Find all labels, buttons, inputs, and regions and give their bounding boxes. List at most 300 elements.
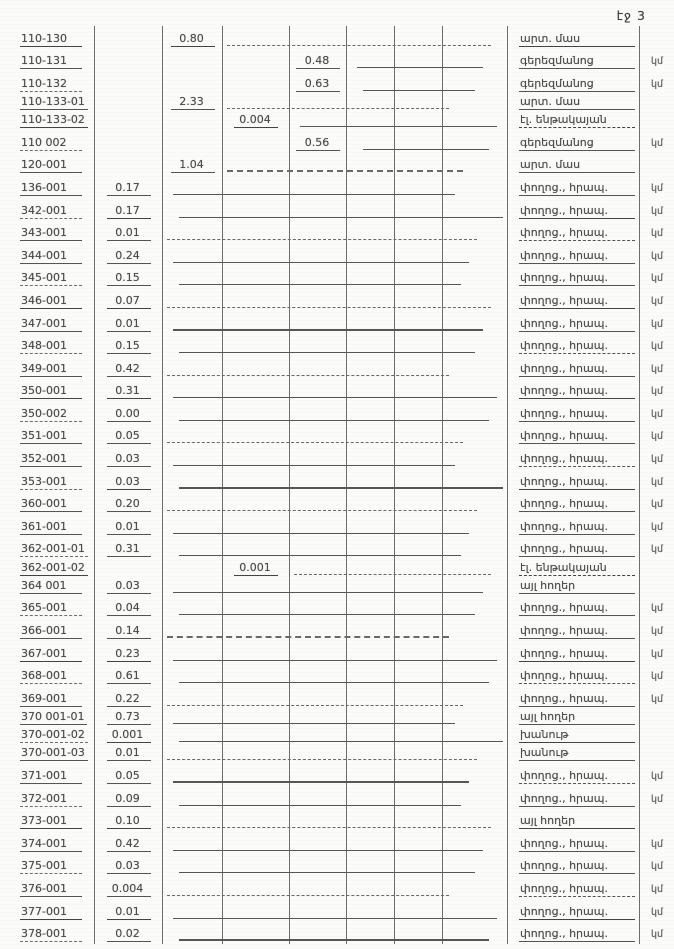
scan-baseline-line <box>363 90 475 91</box>
land-use-description: փողոց., հրապ. <box>519 384 635 399</box>
row-value: 0.17 <box>107 181 151 196</box>
scan-baseline-line <box>357 67 483 68</box>
land-use-description: փողոց., հրապ. <box>519 882 635 897</box>
value-cell-3 <box>223 578 290 596</box>
empty-cell <box>443 559 508 577</box>
unit-cell <box>640 424 674 447</box>
description-cell <box>508 922 640 945</box>
unit-label: կմ <box>650 521 664 533</box>
row-code: 110-130 <box>20 32 82 47</box>
scan-baseline-line <box>167 442 463 443</box>
code-cell <box>0 266 95 289</box>
land-use-description: փողոց., հրապ. <box>519 927 635 942</box>
row-value: 0.17 <box>107 204 151 219</box>
unit-cell <box>640 446 674 469</box>
description-cell <box>508 266 640 289</box>
land-use-description: փողոց., հրապ. <box>519 226 635 241</box>
land-use-description: գերեզմանոց <box>519 77 635 92</box>
unit-cell <box>640 809 674 832</box>
table-row <box>0 709 674 727</box>
unit-label: կմ <box>650 250 664 262</box>
value-cell-4 <box>290 49 347 72</box>
unit-label: կմ <box>650 78 664 90</box>
empty-cell <box>443 876 508 899</box>
value-cell-2 <box>163 727 223 745</box>
value-cell-1 <box>95 221 163 244</box>
description-cell <box>508 469 640 492</box>
scan-baseline-line <box>179 614 475 615</box>
description-cell <box>508 537 640 560</box>
land-use-description: այլ հողեր <box>519 710 635 725</box>
scan-baseline-line <box>167 510 477 511</box>
row-value: 0.00 <box>107 407 151 422</box>
land-use-description: փողոց., հրապ. <box>519 204 635 219</box>
unit-cell <box>640 492 674 515</box>
unit-cell <box>640 709 674 727</box>
land-use-description: փողոց., հրապ. <box>519 859 635 874</box>
value-cell-4 <box>290 94 347 112</box>
unit-cell <box>640 266 674 289</box>
code-cell <box>0 446 95 469</box>
unit-cell <box>640 559 674 577</box>
unit-cell <box>640 288 674 311</box>
row-value: 0.03 <box>107 579 151 594</box>
row-code: 372-001 <box>20 792 82 807</box>
empty-cell <box>443 709 508 727</box>
code-cell <box>0 492 95 515</box>
row-code: 110-133-02 <box>20 113 88 128</box>
code-cell <box>0 288 95 311</box>
row-value: 0.01 <box>107 520 151 535</box>
description-cell <box>508 578 640 596</box>
row-code: 362-001-01 <box>20 542 88 557</box>
unit-cell <box>640 618 674 641</box>
value-cell-1 <box>95 94 163 112</box>
table-row <box>0 809 674 832</box>
table-row <box>0 424 674 447</box>
value-cell-1 <box>95 401 163 424</box>
description-cell <box>508 854 640 877</box>
table-row <box>0 221 674 244</box>
unit-label: կմ <box>650 228 664 240</box>
unit-label: կմ <box>650 929 664 941</box>
row-code: 110-131 <box>20 54 82 69</box>
row-code: 349-001 <box>20 362 82 377</box>
scan-baseline-line <box>179 284 461 285</box>
unit-cell <box>640 94 674 112</box>
table-row <box>0 831 674 854</box>
value-cell-4 <box>290 727 347 745</box>
table-row <box>0 266 674 289</box>
row-code: 342-001 <box>20 204 82 219</box>
scan-baseline-line <box>173 723 455 724</box>
description-cell <box>508 356 640 379</box>
value-cell-1 <box>95 71 163 94</box>
value-cell-2 <box>163 559 223 577</box>
code-cell <box>0 899 95 922</box>
row-value: 0.01 <box>107 226 151 241</box>
row-code: 136-001 <box>20 181 82 196</box>
empty-cell <box>395 559 443 577</box>
table-row <box>0 26 674 49</box>
empty-cell <box>347 578 395 596</box>
unit-cell <box>640 311 674 334</box>
table-row <box>0 334 674 357</box>
row-code: 350-002 <box>20 407 82 422</box>
row-value: 0.20 <box>107 497 151 512</box>
row-code: 377-001 <box>20 905 82 920</box>
row-value: 2.33 <box>171 95 215 110</box>
code-cell <box>0 112 95 130</box>
value-cell-4 <box>290 578 347 596</box>
empty-cell <box>443 94 508 112</box>
row-value: 0.02 <box>107 927 151 942</box>
value-cell-1 <box>95 596 163 619</box>
unit-label: կմ <box>650 454 664 466</box>
page-number: էջ 3 <box>616 8 646 23</box>
description-cell <box>508 311 640 334</box>
table-row <box>0 446 674 469</box>
unit-label: կմ <box>650 648 664 660</box>
unit-label: կմ <box>650 408 664 420</box>
empty-cell <box>443 727 508 745</box>
value-cell-1 <box>95 578 163 596</box>
table-row <box>0 922 674 945</box>
value-cell-1 <box>95 379 163 402</box>
description-cell <box>508 664 640 687</box>
value-cell-3 <box>223 709 290 727</box>
table-row <box>0 153 674 176</box>
row-value: 0.73 <box>107 710 151 725</box>
scan-baseline-line <box>227 170 463 172</box>
row-value: 0.01 <box>107 746 151 761</box>
land-use-description: փողոց., հրապ. <box>519 837 635 852</box>
scan-baseline-line <box>167 307 491 308</box>
description-cell <box>508 243 640 266</box>
value-cell-1 <box>95 130 163 153</box>
row-code: 378-001 <box>20 927 82 942</box>
value-cell-1 <box>95 334 163 357</box>
row-code: 371-001 <box>20 769 82 784</box>
value-cell-1 <box>95 514 163 537</box>
unit-cell <box>640 727 674 745</box>
description-cell <box>508 446 640 469</box>
table-row <box>0 198 674 221</box>
code-cell <box>0 686 95 709</box>
unit-label: կմ <box>650 544 664 556</box>
land-use-description: փողոց., հրապ. <box>519 452 635 467</box>
value-cell-1 <box>95 153 163 176</box>
value-cell-1 <box>95 641 163 664</box>
empty-cell <box>395 112 443 130</box>
description-cell <box>508 686 640 709</box>
row-value: 0.61 <box>107 669 151 684</box>
code-cell <box>0 198 95 221</box>
unit-label: կմ <box>650 861 664 873</box>
unit-label: կմ <box>650 56 664 68</box>
scan-baseline-line <box>173 194 455 195</box>
row-value: 0.24 <box>107 249 151 264</box>
row-code: 351-001 <box>20 429 82 444</box>
land-use-description: էլ. ենթակայան <box>519 113 635 128</box>
land-use-description: գերեզմանոց <box>519 136 635 151</box>
row-value: 0.07 <box>107 294 151 309</box>
land-use-description: այլ հողեր <box>519 814 635 829</box>
scan-baseline-line <box>179 805 461 806</box>
value-cell-4 <box>290 130 347 153</box>
land-use-description: այլ հողեր <box>519 579 635 594</box>
row-value: 0.001 <box>107 728 151 743</box>
row-value: 0.23 <box>107 647 151 662</box>
land-use-description: փողոց., հրապ. <box>519 271 635 286</box>
description-cell <box>508 618 640 641</box>
description-cell <box>508 809 640 832</box>
value-cell-1 <box>95 876 163 899</box>
row-code: 345-001 <box>20 271 82 286</box>
value-cell-1 <box>95 899 163 922</box>
value-cell-2 <box>163 709 223 727</box>
table-row <box>0 641 674 664</box>
row-code: 368-001 <box>20 669 82 684</box>
value-cell-1 <box>95 618 163 641</box>
value-cell-3 <box>223 130 290 153</box>
value-cell-1 <box>95 686 163 709</box>
value-cell-2 <box>163 578 223 596</box>
row-code: 348-001 <box>20 339 82 354</box>
scan-baseline-line <box>173 781 469 783</box>
code-cell <box>0 130 95 153</box>
value-cell-2 <box>163 26 223 49</box>
empty-cell <box>395 578 443 596</box>
row-code: 350-001 <box>20 384 82 399</box>
land-use-description: փողոց., հրապ. <box>519 294 635 309</box>
table-row <box>0 94 674 112</box>
table-row <box>0 537 674 560</box>
description-cell <box>508 424 640 447</box>
value-cell-1 <box>95 424 163 447</box>
unit-label: կմ <box>650 295 664 307</box>
row-code: 367-001 <box>20 647 82 662</box>
unit-label: կմ <box>650 476 664 488</box>
unit-cell <box>640 71 674 94</box>
row-value: 0.22 <box>107 692 151 707</box>
row-code: 373-001 <box>20 814 82 829</box>
table-row <box>0 763 674 786</box>
scan-baseline-line <box>173 329 483 331</box>
unit-label: կմ <box>650 838 664 850</box>
row-value: 0.15 <box>107 271 151 286</box>
unit-cell <box>640 899 674 922</box>
description-cell <box>508 334 640 357</box>
land-use-description: խանութ <box>519 728 635 743</box>
scan-baseline-line <box>167 759 477 760</box>
unit-label: կմ <box>650 182 664 194</box>
row-code: 347-001 <box>20 317 82 332</box>
scan-baseline-line <box>179 939 489 941</box>
table-row <box>0 578 674 596</box>
value-cell-1 <box>95 175 163 198</box>
code-cell <box>0 578 95 596</box>
land-use-description: փողոց., հրապ. <box>519 317 635 332</box>
description-cell <box>508 175 640 198</box>
code-cell <box>0 854 95 877</box>
row-value: 0.05 <box>107 769 151 784</box>
value-cell-4 <box>290 559 347 577</box>
empty-cell <box>347 559 395 577</box>
row-code: 376-001 <box>20 882 82 897</box>
code-cell <box>0 469 95 492</box>
value-cell-1 <box>95 26 163 49</box>
table-row <box>0 112 674 130</box>
description-cell <box>508 401 640 424</box>
unit-cell <box>640 664 674 687</box>
unit-cell <box>640 401 674 424</box>
description-cell <box>508 492 640 515</box>
row-value: 0.48 <box>296 54 340 69</box>
unit-cell <box>640 786 674 809</box>
land-use-description: արտ. մաս <box>519 158 635 173</box>
unit-cell <box>640 334 674 357</box>
row-value: 0.03 <box>107 452 151 467</box>
land-use-description: փողոց., հրապ. <box>519 542 635 557</box>
code-cell <box>0 641 95 664</box>
land-use-description: փողոց., հրապ. <box>519 497 635 512</box>
empty-cell <box>347 709 395 727</box>
unit-cell <box>640 876 674 899</box>
land-use-description: փողոց., հրապ. <box>519 339 635 354</box>
land-use-description: փողոց., հրապ. <box>519 181 635 196</box>
land-use-description: փողոց., հրապ. <box>519 407 635 422</box>
land-use-description: փողոց., հրապ. <box>519 475 635 490</box>
value-cell-1 <box>95 831 163 854</box>
value-cell-1 <box>95 664 163 687</box>
unit-cell <box>640 112 674 130</box>
row-value: 0.42 <box>107 837 151 852</box>
value-cell-2 <box>163 71 223 94</box>
value-cell-2 <box>163 153 223 176</box>
table-row <box>0 727 674 745</box>
unit-cell <box>640 831 674 854</box>
row-value: 1.04 <box>171 158 215 173</box>
unit-label: կմ <box>650 499 664 511</box>
code-cell <box>0 26 95 49</box>
land-use-description: փողոց., հրապ. <box>519 249 635 264</box>
row-code: 366-001 <box>20 624 82 639</box>
description-cell <box>508 379 640 402</box>
code-cell <box>0 311 95 334</box>
code-cell <box>0 876 95 899</box>
row-value: 0.09 <box>107 792 151 807</box>
unit-label: կմ <box>650 205 664 217</box>
land-use-description: արտ. մաս <box>519 95 635 110</box>
code-cell <box>0 596 95 619</box>
land-parcel-table <box>0 26 674 944</box>
unit-cell <box>640 641 674 664</box>
description-cell <box>508 876 640 899</box>
scan-baseline-line <box>179 555 461 556</box>
row-code: 361-001 <box>20 520 82 535</box>
land-use-description: արտ. մաս <box>519 32 635 47</box>
scan-baseline-line <box>179 872 475 873</box>
table-row <box>0 71 674 94</box>
code-cell <box>0 809 95 832</box>
code-cell <box>0 922 95 945</box>
scan-baseline-line <box>227 108 449 109</box>
empty-cell <box>347 745 395 763</box>
land-use-description: փողոց., հրապ. <box>519 624 635 639</box>
row-code: 352-001 <box>20 452 82 467</box>
table-row <box>0 596 674 619</box>
unit-cell <box>640 49 674 72</box>
unit-label: կմ <box>650 793 664 805</box>
scan-baseline-line <box>179 741 503 742</box>
scan-baseline-line <box>167 827 491 828</box>
row-code: 110-132 <box>20 77 82 92</box>
unit-label: կմ <box>650 137 664 149</box>
scan-baseline-line <box>173 660 497 661</box>
value-cell-3 <box>223 727 290 745</box>
scan-baseline-line <box>300 126 497 127</box>
value-cell-3 <box>223 559 290 577</box>
scan-baseline-line <box>363 149 489 150</box>
table-row <box>0 356 674 379</box>
land-use-description: խանութ <box>519 746 635 761</box>
description-cell <box>508 899 640 922</box>
unit-cell <box>640 514 674 537</box>
empty-cell <box>395 745 443 763</box>
description-cell <box>508 221 640 244</box>
code-cell <box>0 175 95 198</box>
description-cell <box>508 831 640 854</box>
row-value: 0.14 <box>107 624 151 639</box>
scan-baseline-line <box>294 574 491 575</box>
row-code: 344-001 <box>20 249 82 264</box>
empty-cell <box>395 94 443 112</box>
land-use-description: փողոց., հրապ. <box>519 669 635 684</box>
scan-baseline-line <box>167 705 463 706</box>
row-value: 0.10 <box>107 814 151 829</box>
land-use-description: փողոց., հրապ. <box>519 792 635 807</box>
scan-baseline-line <box>227 45 491 46</box>
row-code: 353-001 <box>20 475 82 490</box>
code-cell <box>0 763 95 786</box>
unit-label: կմ <box>650 626 664 637</box>
row-code: 120-001 <box>20 158 82 173</box>
code-cell <box>0 424 95 447</box>
value-cell-2 <box>163 94 223 112</box>
table-row <box>0 243 674 266</box>
unit-cell <box>640 537 674 560</box>
value-cell-1 <box>95 49 163 72</box>
table-row <box>0 288 674 311</box>
table-row <box>0 618 674 641</box>
code-cell <box>0 71 95 94</box>
row-code: 370-001-03 <box>20 746 88 761</box>
empty-cell <box>347 112 395 130</box>
empty-cell <box>395 727 443 745</box>
unit-cell <box>640 596 674 619</box>
row-value: 0.80 <box>171 32 215 47</box>
row-code: 343-001 <box>20 226 82 241</box>
empty-cell <box>347 94 395 112</box>
code-cell <box>0 243 95 266</box>
row-value: 0.01 <box>107 905 151 920</box>
code-cell <box>0 709 95 727</box>
row-value: 0.04 <box>107 601 151 616</box>
empty-cell <box>443 745 508 763</box>
description-cell <box>508 514 640 537</box>
code-cell <box>0 49 95 72</box>
